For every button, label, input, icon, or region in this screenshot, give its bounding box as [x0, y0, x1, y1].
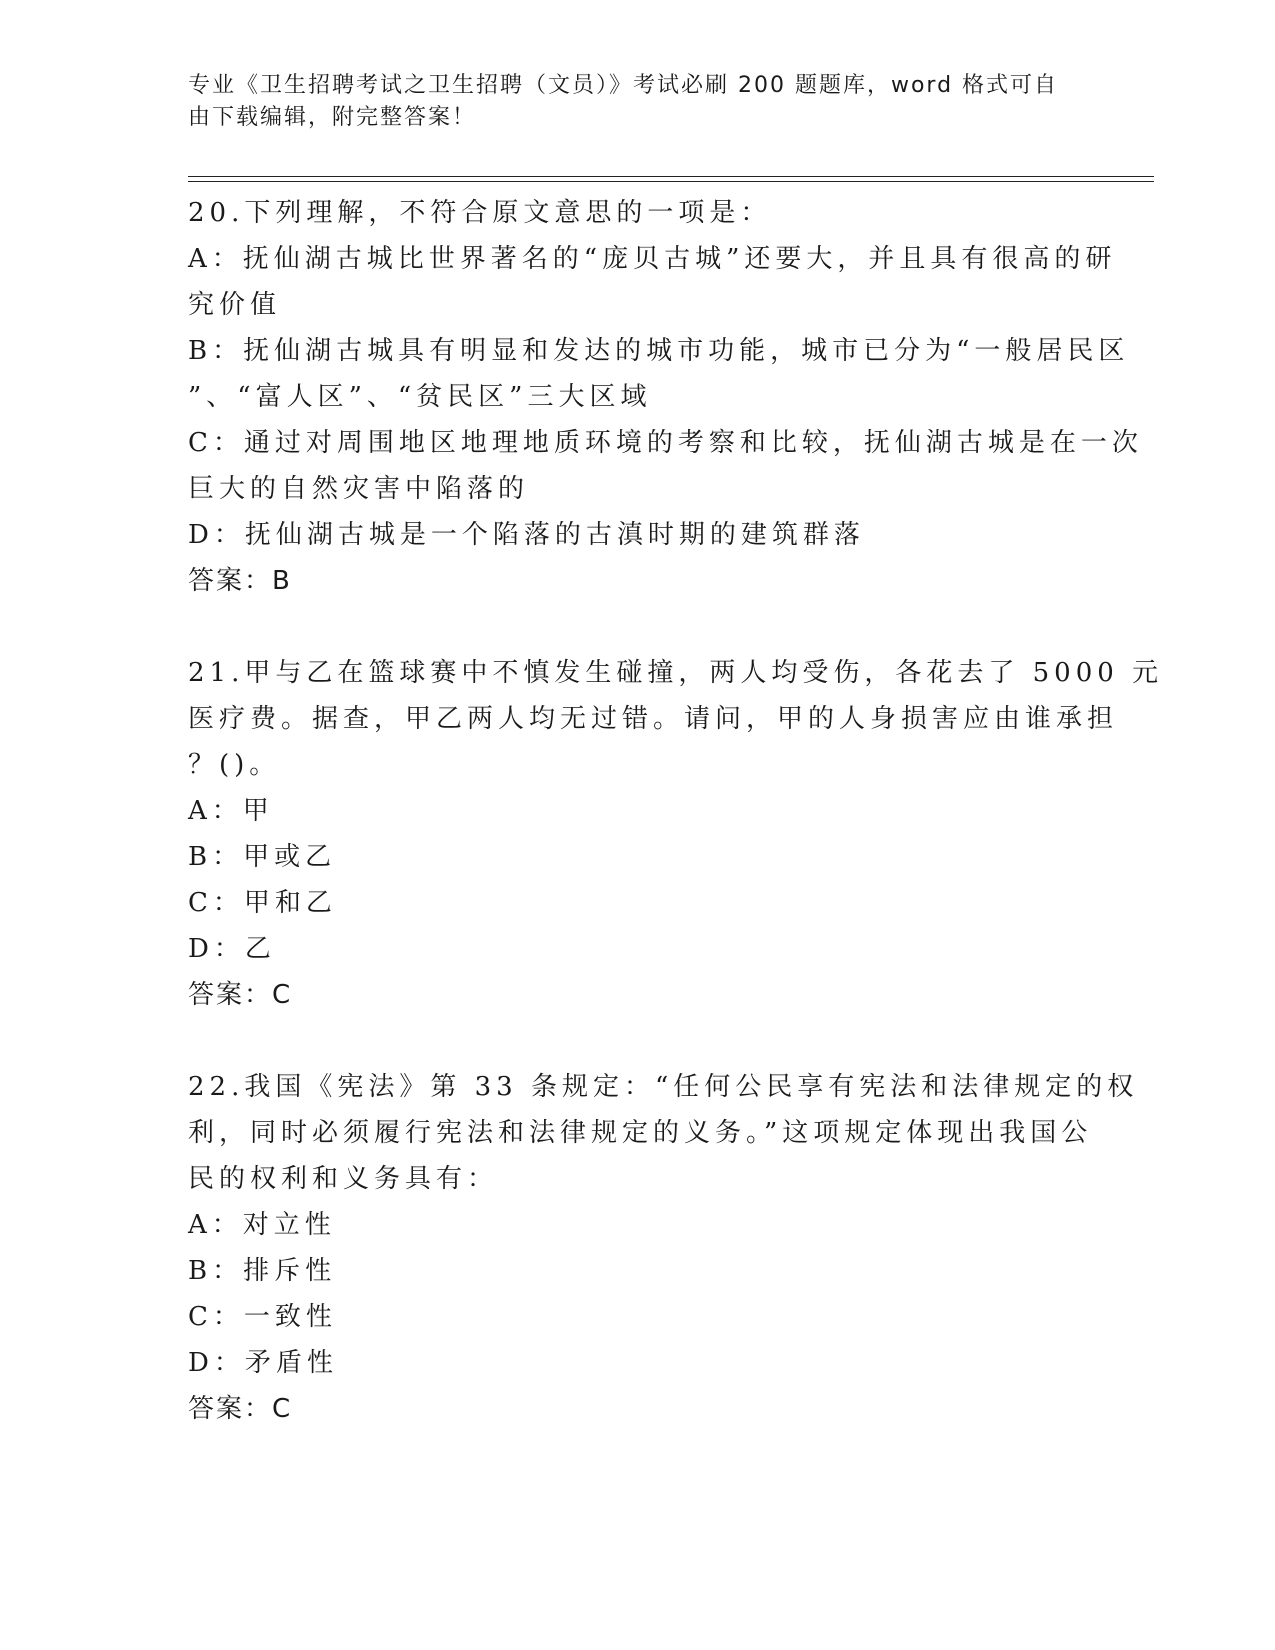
option-c: C：通过对周围地区地理地质环境的考察和比较，抚仙湖古城是在一次 — [188, 428, 1143, 458]
option-b: B：甲或乙 — [188, 842, 337, 872]
header-line: 专业《卫生招聘考试之卫生招聘（文员）》考试必刷 200 题题库，word 格式可自 — [188, 73, 1059, 98]
option-d: D：矛盾性 — [188, 1348, 338, 1378]
question-stem: 22.我国《宪法》第 33 条规定：“任何公民享有宪法和法律规定的权 — [188, 1072, 1139, 1102]
question-list — [188, 190, 1164, 1432]
option-a: A：抚仙湖古城比世界著名的“庞贝古城”还要大，并且具有很高的研 — [188, 244, 1117, 274]
option-a: A：对立性 — [188, 1210, 336, 1240]
question-stem-continued: 民的权利和义务具有： — [188, 1164, 499, 1194]
header-divider-bottom — [188, 181, 1154, 182]
option-c-continued: 巨大的自然灾害中陷落的 — [188, 474, 530, 504]
option-c: C：甲和乙 — [188, 888, 337, 918]
option-b: B：抚仙湖古城具有明显和发达的城市功能，城市已分为“一般居民区 — [188, 336, 1130, 366]
document-header — [188, 70, 1068, 134]
question-stem: 21.甲与乙在篮球赛中不慎发生碰撞，两人均受伤，各花去了 5000 元 — [188, 658, 1164, 688]
question-21 — [188, 650, 1164, 1018]
option-d: D：乙 — [188, 934, 276, 964]
option-b-continued: ”、“富人区”、“贫民区”三大区域 — [188, 382, 652, 412]
header-divider-top — [188, 176, 1154, 177]
answer: 答案：C — [188, 980, 293, 1010]
question-stem-continued: ？()。 — [188, 750, 281, 780]
answer: 答案：C — [188, 1394, 293, 1424]
option-b: B：排斥性 — [188, 1256, 337, 1286]
question-stem-continued: 医疗费。据查，甲乙两人均无过错。请问，甲的人身损害应由谁承担 — [188, 704, 1119, 734]
option-c: C：一致性 — [188, 1302, 337, 1332]
option-d: D：抚仙湖古城是一个陷落的古滇时期的建筑群落 — [188, 520, 865, 550]
option-a-continued: 究价值 — [188, 290, 282, 320]
option-a: A：甲 — [188, 796, 274, 826]
question-stem: 20.下列理解，不符合原文意思的一项是： — [188, 198, 772, 228]
answer: 答案：B — [188, 566, 292, 596]
header-line: 由下载编辑，附完整答案！ — [188, 105, 477, 130]
question-stem-continued: 利，同时必须履行宪法和法律规定的义务。”这项规定体现出我国公 — [188, 1118, 1093, 1148]
question-22 — [188, 1064, 1139, 1432]
question-20 — [188, 190, 1143, 604]
